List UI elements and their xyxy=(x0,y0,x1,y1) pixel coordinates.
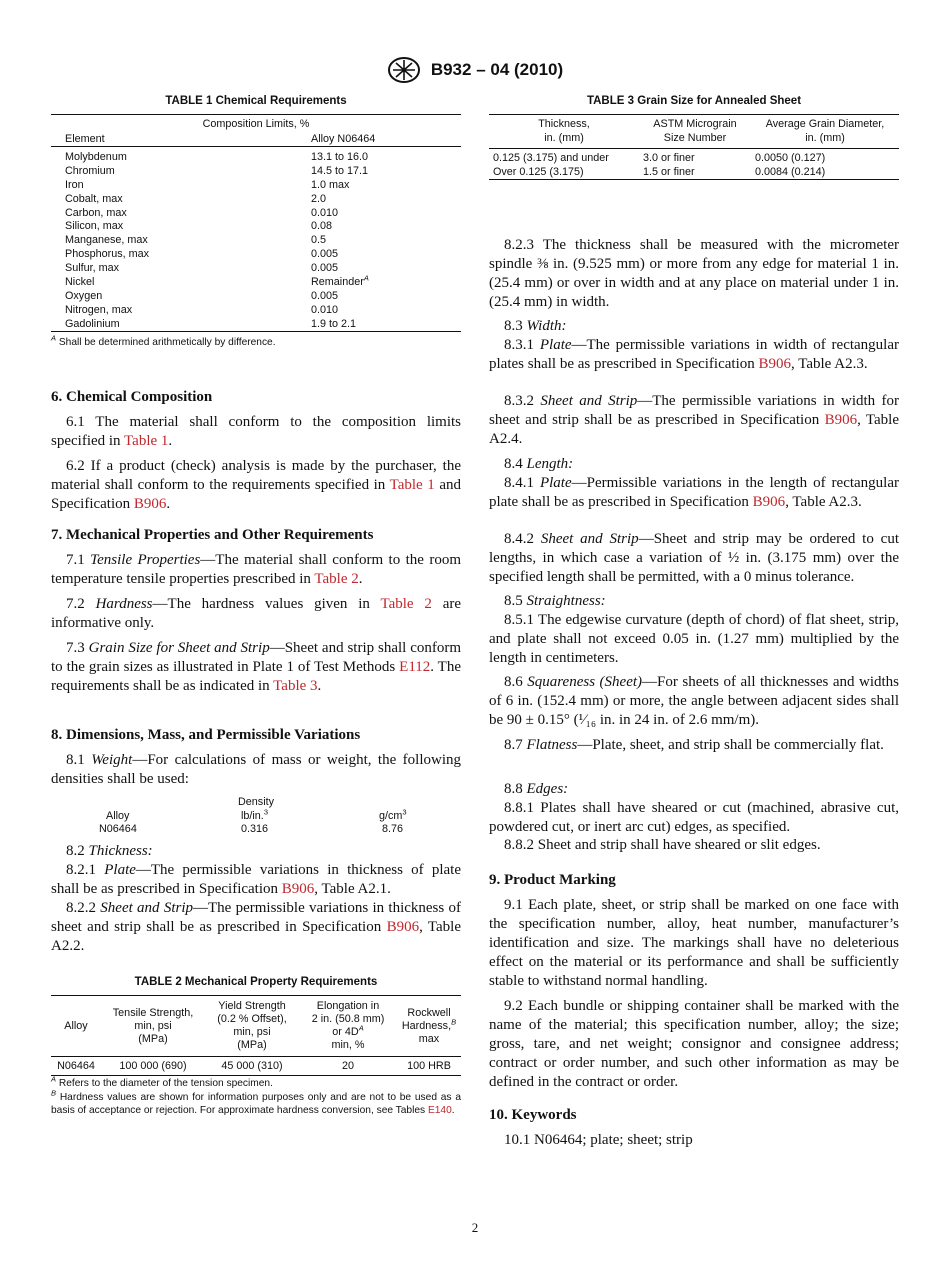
link-b906[interactable]: B906 xyxy=(386,919,420,935)
link-table1[interactable]: Table 1 xyxy=(124,433,169,449)
table3 xyxy=(489,114,899,180)
para-8-6: 8.6 Squareness (Sheet)—For sheets of all thicknesses and widths of 6 in. (152.4 mm) or more, the angle between adjacent sides shall be 90 ± 0.15° (¹⁄₁₆ in. in 24 in. of 2.6 mm/m). xyxy=(489,674,900,728)
table3-caption: TABLE 3 Grain Size for Annealed Sheet xyxy=(586,95,802,107)
table1-caption: TABLE 1 Chemical Requirements xyxy=(165,95,347,107)
density-table xyxy=(51,796,461,837)
para-8-2-3: 8.2.3 The thickness shall be measured with the micrometer spindle ⅜ in. (9.525 mm) or more from any edge for material 1 in. (25.4 mm) or over in width and at any place on material under 1 in. (25.4 mm) in width. xyxy=(489,237,899,310)
table-row: N06464 100 000 (690) 45 000 (310) 20 100 HRB xyxy=(51,1057,461,1076)
table1-footnote: $^A$ Shall be determined arithmetically by difference. xyxy=(51,333,276,348)
para-6-2: 6.2 If a product (check) analysis is made by the purchaser, the material shall conform to the requirements specified in Table 1 and Specification B906. xyxy=(51,458,461,512)
density-col-g: $g/cm^3$ xyxy=(379,806,407,822)
table-row: Molybdenum 13.1 to 16.0 xyxy=(65,150,369,163)
link-b906[interactable]: B906 xyxy=(281,881,315,897)
table1-col-alloy: Alloy N06464 xyxy=(311,132,376,145)
para-9-2: 9.2 Each bundle or shipping container shall be marked with the name of the material; this specification number, alloy; the size; gross, tare, and net weight; consignor and consignee address; contract or order number, and such other information as may be defined in the contract or order. xyxy=(489,998,899,1090)
link-table1[interactable]: Table 1 xyxy=(389,477,435,493)
table2-footnote-a: $^A$ Refers to the diameter of the tension specimen. xyxy=(51,1074,273,1089)
table2-footnote-b: $^B$ Hardness values are shown for information purposes only and are not to be used as a basis of acceptance or rejection. For approximate hardness conversion, see Tables E140. xyxy=(51,1088,461,1116)
para-7-3: 7.3 Grain Size for Sheet and Strip—Sheet and strip shall conform to the grain sizes as illustrated in Plate 1 of Test Methods E112. The requirements shall be as indicated in Table 3. xyxy=(51,640,462,694)
table2-col-yield: Yield Strength (0.2 % Offset), min, psi (MPa) xyxy=(217,1000,287,1051)
link-b906[interactable]: B906 xyxy=(758,356,792,372)
table1 xyxy=(51,114,461,332)
para-8-2-1: 8.2.1 Plate—The permissible variations in thickness of plate shall be as prescribed in Specification B906, Table A2.1. xyxy=(51,862,462,897)
density-col-lb: lb/in.$^3$ xyxy=(241,806,268,822)
para-8-4-1: 8.4.1 Plate—Permissible variations in the length of rectangular plate shall be as prescribed in Specification B906, Table A2.3. xyxy=(489,475,899,510)
link-e140[interactable]: E140 xyxy=(427,1105,452,1116)
table-row: Phosphorus, max 0.005 xyxy=(65,248,339,261)
table2-col-alloy: Alloy xyxy=(64,1019,88,1032)
density-g: 8.76 xyxy=(382,823,404,835)
link-b906[interactable]: B906 xyxy=(824,412,858,428)
table-row: Nickel Remainder$^A$ xyxy=(65,273,369,288)
para-10-1: 10.1 N06464; plate; sheet; strip xyxy=(504,1132,693,1148)
table-row: Iron 1.0 max xyxy=(65,178,350,191)
table2 xyxy=(51,995,461,1076)
table-row: Nitrogen, max 0.010 xyxy=(65,303,339,316)
table-row: 0.125 (3.175) and under 3.0 or finer 0.0050 (0.127) xyxy=(493,152,826,164)
section9-heading: 9. Product Marking xyxy=(489,872,616,888)
table-row: Cobalt, max 2.0 xyxy=(65,192,327,205)
density-col-alloy: Alloy xyxy=(106,809,130,822)
table-row: Sulfur, max 0.005 xyxy=(65,262,339,275)
table-row: Chromium 14.5 to 17.1 xyxy=(65,164,369,177)
link-b906[interactable]: B906 xyxy=(752,494,786,510)
table2-col-elongation: Elongation in 2 in. (50.8 mm) or $4D^A$ min, % xyxy=(311,1000,385,1051)
link-b906[interactable]: B906 xyxy=(133,496,167,512)
para-8-2-2: 8.2.2 Sheet and Strip—The permissible variations in thickness of sheet and strip shall be as prescribed in Specification B906, Table A2.2. xyxy=(51,900,462,954)
para-8-4: 8.4 Length: xyxy=(504,456,574,472)
table3-col-diameter: Average Grain Diameter, in. (mm) xyxy=(765,118,885,144)
link-table3[interactable]: Table 3 xyxy=(273,678,318,694)
table1-col-element: Element xyxy=(65,132,105,145)
table3-col-micrograin: ASTM Micrograin Size Number xyxy=(653,118,737,144)
density-alloy: N06464 xyxy=(99,823,137,835)
link-table2[interactable]: Table 2 xyxy=(380,596,432,612)
para-8-4-2: 8.4.2 Sheet and Strip—Sheet and strip may be ordered to cut lengths, in which case a variation of ½ in. (3.175 mm) over the specified length shall be permitted, with a 0 minus tolerance. xyxy=(489,531,900,585)
table2-caption: TABLE 2 Mechanical Property Requirements xyxy=(134,976,378,988)
page-header xyxy=(0,56,950,86)
para-6-1: 6.1 The material shall conform to the composition limits specified in Table 1. xyxy=(51,414,461,449)
para-8-3-1: 8.3.1 Plate—The permissible variations in width of rectangular plates shall be as prescribed in Specification B906, Table A2.3. xyxy=(489,337,900,372)
document-title: B932 – 04 (2010) xyxy=(430,60,564,79)
para-7-1: 7.1 Tensile Properties—The material shall conform to the room temperature tensile properties prescribed in Table 2. xyxy=(51,552,461,587)
density-lb: 0.316 xyxy=(241,823,269,835)
section10-heading: 10. Keywords xyxy=(489,1107,577,1123)
para-8-8-2: 8.8.2 Sheet and strip shall have sheared or slit edges. xyxy=(504,837,821,853)
section6-heading: 6. Chemical Composition xyxy=(51,389,213,405)
table-row: Carbon, max 0.010 xyxy=(65,206,339,219)
table-row: Manganese, max 0.5 xyxy=(65,234,327,247)
para-8-3-2: 8.3.2 Sheet and Strip—The permissible variations in width for sheet and strip shall be as prescribed in Specification B906, Table A2.4. xyxy=(489,393,900,447)
table3-body xyxy=(489,149,899,180)
table3-col-thickness: Thickness, in. (mm) xyxy=(538,118,590,144)
table1-group-header: Composition Limits, % xyxy=(202,118,310,130)
page-number: 2 xyxy=(471,1220,479,1235)
para-8-8: 8.8 Edges: xyxy=(504,781,569,797)
table-row: Over 0.125 (3.175) 1.5 or finer 0.0084 (0.214) xyxy=(489,165,899,180)
para-8-7: 8.7 Flatness—Plate, sheet, and strip shall be commercially flat. xyxy=(504,737,884,753)
para-8-2: 8.2 Thickness: xyxy=(66,843,153,859)
para-8-1: 8.1 Weight—For calculations of mass or weight, the following densities shall be used: xyxy=(51,752,462,787)
density-header: Density xyxy=(237,796,274,808)
table2-footnotes xyxy=(51,1074,461,1118)
table1-body xyxy=(51,147,461,332)
astm-logo-icon xyxy=(387,56,421,84)
table-row: Gadolinium 1.9 to 2.1 xyxy=(51,317,461,331)
table2-col-rockwell: Rockwell Hardness,$^B$ max xyxy=(401,1006,457,1045)
section8-heading: 8. Dimensions, Mass, and Permissible Variations xyxy=(51,727,361,743)
para-8-8-1: 8.8.1 Plates shall have sheared or cut (machined, abrasive cut, powdered cut, or inert arc cut) edges, as specified. xyxy=(489,800,899,835)
link-e112[interactable]: E112 xyxy=(399,659,431,675)
link-table2[interactable]: Table 2 xyxy=(314,571,359,587)
table-row: Silicon, max 0.08 xyxy=(65,220,333,233)
para-9-1: 9.1 Each plate, sheet, or strip shall be marked on one face with the specification number, alloy, heat number, manufacturer’s identification and size. The markings shall have no deleterious effect on the material or its performance and shall be sufficiently stable to withstand normal handling. xyxy=(489,897,899,989)
table2-col-tensile: Tensile Strength, min, psi (MPa) xyxy=(112,1006,194,1045)
para-7-2: 7.2 Hardness—The hardness values given in Table 2 are informative only. xyxy=(51,596,461,631)
table-row: Oxygen 0.005 xyxy=(65,289,339,302)
para-8-5: 8.5 Straightness: xyxy=(504,593,606,609)
section7-heading: 7. Mechanical Properties and Other Requirements xyxy=(51,527,374,543)
para-8-5-1: 8.5.1 The edgewise curvature (depth of chord) of flat sheet, strip, and plate shall not exceed 0.05 in. (1.27 mm) multiplied by the length in centimeters. xyxy=(489,612,899,666)
para-8-3: 8.3 Width: xyxy=(504,318,567,334)
